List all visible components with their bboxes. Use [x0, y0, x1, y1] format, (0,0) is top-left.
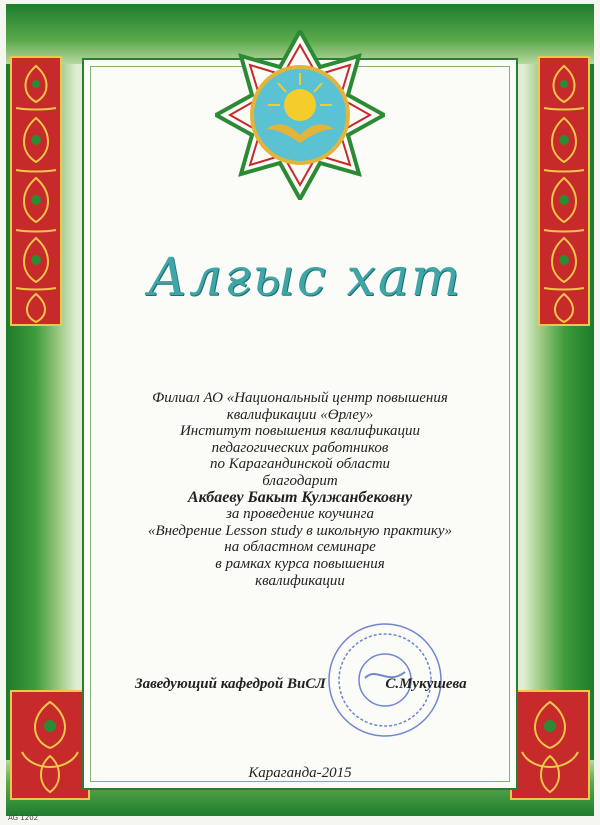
- bottom-right-ornament: [510, 690, 590, 800]
- body-line: за проведение коучинга: [226, 506, 374, 523]
- body-line: Филиал АО «Национальный центр повышения: [152, 390, 448, 406]
- body-line: «Внедрение Lesson study в школьную практику»: [147, 522, 453, 539]
- body-line: в рамках курса повышения: [215, 555, 385, 572]
- body-line: на областном семинаре: [224, 539, 376, 556]
- ornament-pattern-icon: [512, 692, 588, 798]
- signature-line: [135, 676, 495, 693]
- bottom-left-ornament: [10, 690, 90, 800]
- right-ornament-band: [538, 56, 590, 326]
- body-line: квалификации: [255, 572, 345, 589]
- body-line: по Карагандинской области: [209, 456, 391, 473]
- recipient-name: Акбаеву Бакыт Кулжанбековну: [187, 488, 413, 506]
- body-line: благодарит: [262, 472, 338, 489]
- certificate-body: [110, 390, 490, 589]
- signatory-position: Заведующий кафедрой ВиСЛ: [135, 676, 326, 692]
- form-code: AG 1202: [8, 814, 39, 822]
- body-line: квалификации «Өрлеу»: [226, 406, 374, 423]
- title-block: [130, 230, 480, 340]
- signatory-name: С.Мукушева: [385, 676, 467, 692]
- city-year: Караганда-2015: [248, 765, 352, 781]
- ornament-pattern-icon: [12, 692, 88, 798]
- kazakhstan-emblem-icon: [215, 30, 385, 200]
- certificate-title: Алғыс хат: [147, 248, 463, 308]
- body-line: Институт повышения квалификации: [179, 423, 421, 440]
- ornament-pattern-icon: [540, 58, 588, 324]
- ornament-pattern-icon: [12, 58, 60, 324]
- body-line: педагогических работников: [211, 439, 389, 456]
- left-ornament-band: [10, 56, 62, 326]
